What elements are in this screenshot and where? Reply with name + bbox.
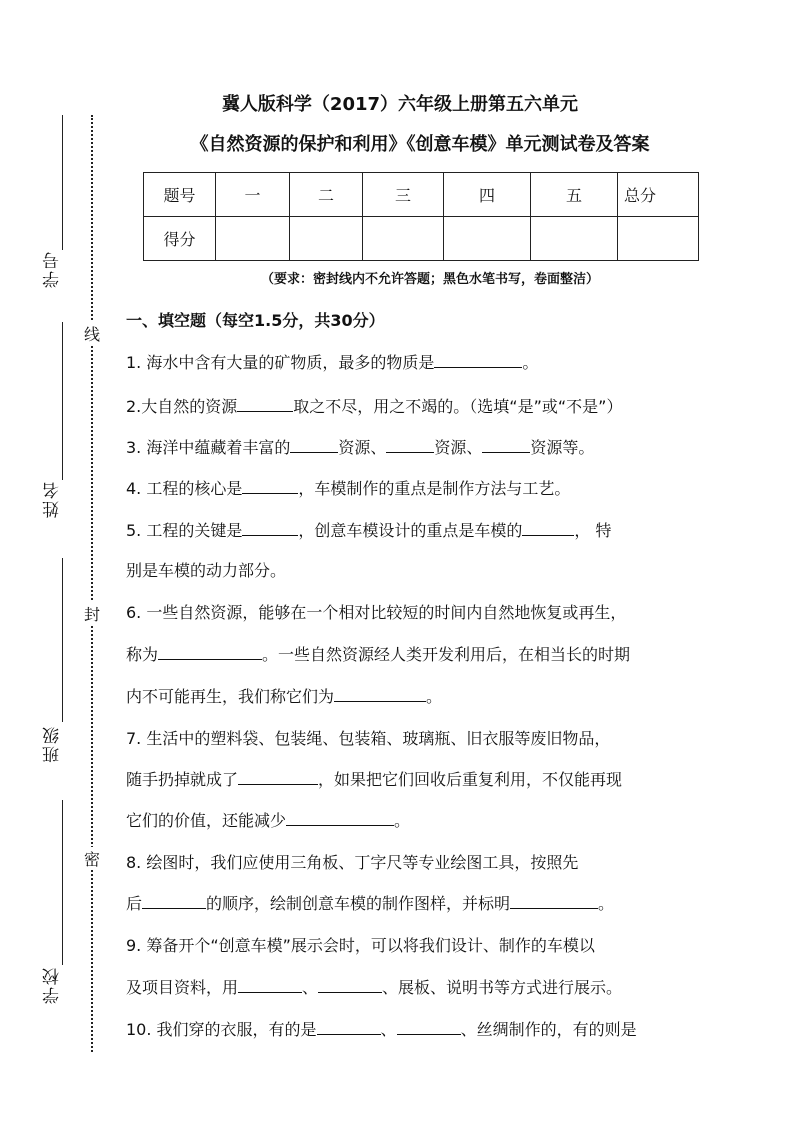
- student-id-label: 学号: [43, 250, 63, 288]
- answer-blank[interactable]: [334, 687, 426, 702]
- answer-blank[interactable]: [237, 397, 293, 412]
- question-6-line3: 内不可能再生，我们称它们为 。: [126, 687, 443, 706]
- answer-blank[interactable]: [238, 770, 318, 785]
- question-3: 3. 海洋中蕴藏着丰富的 资源、 资源、 资源等。: [126, 438, 595, 457]
- answer-blank[interactable]: [397, 1020, 461, 1035]
- answer-blank[interactable]: [510, 894, 598, 909]
- score-header-cell: 四: [444, 173, 531, 217]
- score-table-header-row: [144, 173, 699, 217]
- question-5: 5. 工程的关键是 ，创意车模设计的重点是车模的 ， 特: [126, 521, 612, 540]
- seal-char-seal: 封: [83, 602, 101, 625]
- answer-blank[interactable]: [318, 978, 382, 993]
- score-header-cell: 二: [290, 173, 363, 217]
- question-6-line2: 称为 。一些自然资源经人类开发利用后，在相当长的时期: [126, 645, 631, 664]
- score-cell[interactable]: [290, 217, 363, 261]
- exam-title-line1: 冀人版科学（2017）六年级上册第五六单元: [221, 94, 579, 115]
- score-cell[interactable]: [444, 217, 531, 261]
- binding-line-2: [62, 322, 63, 480]
- score-header-cell: 三: [363, 173, 444, 217]
- question-9: 9. 筹备开个“创意车模”展示会时，可以将我们设计、制作的车模以: [126, 936, 595, 955]
- score-cell[interactable]: [216, 217, 290, 261]
- question-7-line3: 它们的价值，还能减少 。: [126, 811, 411, 830]
- score-header-cell: 一: [216, 173, 290, 217]
- exam-title-line2: 《自然资源的保护和利用》《创意车模》单元测试卷及答案: [190, 134, 650, 155]
- question-7-line2: 随手扔掉就成了 ，如果把它们回收后重复利用，不仅能再现: [126, 770, 623, 789]
- score-cell[interactable]: [618, 217, 699, 261]
- answer-blank[interactable]: [242, 479, 298, 494]
- exam-instructions: （要求：密封线内不允许答题；黑色水笔书写，卷面整洁）: [260, 272, 599, 287]
- question-8-line2: 后 的顺序，绘制创意车模的制作图样，并标明 。: [126, 894, 615, 913]
- answer-blank[interactable]: [242, 521, 298, 536]
- score-cell[interactable]: [363, 217, 444, 261]
- answer-blank[interactable]: [158, 645, 262, 660]
- seal-char-secret: 密: [83, 847, 101, 870]
- question-8: 8. 绘图时，我们应使用三角板、丁字尺等专业绘图工具，按照先: [126, 853, 579, 872]
- class-label: 班级: [43, 725, 63, 763]
- binding-line-4: [62, 800, 63, 965]
- question-9-line2: 及项目资料，用 、 、展板、说明书等方式进行展示。: [126, 978, 623, 997]
- question-7: 7. 生活中的塑料袋、包装绳、包装箱、玻璃瓶、旧衣服等废旧物品，: [126, 729, 611, 748]
- question-4: 4. 工程的核心是 ，车模制作的重点是制作方法与工艺。: [126, 479, 571, 498]
- question-6: 6. 一些自然资源，能够在一个相对比较短的时间内自然地恢复或再生，: [126, 603, 627, 622]
- answer-blank[interactable]: [317, 1020, 381, 1035]
- binding-line-1: [62, 115, 63, 250]
- name-label: 姓名: [43, 480, 63, 518]
- answer-blank[interactable]: [434, 353, 522, 368]
- score-row-label: 得分: [144, 217, 216, 261]
- question-10: 10. 我们穿的衣服，有的是 、 、丝绸制作的，有的则是: [126, 1020, 637, 1039]
- score-cell[interactable]: [531, 217, 618, 261]
- seal-char-line: 线: [83, 322, 101, 345]
- answer-blank[interactable]: [386, 438, 434, 453]
- seal-dotted-line: [91, 115, 93, 1052]
- answer-blank[interactable]: [290, 438, 338, 453]
- score-table: [143, 172, 699, 261]
- binding-line-3: [62, 558, 63, 722]
- question-1: 1. 海水中含有大量的矿物质，最多的物质是 。: [126, 353, 539, 372]
- question-5-cont: 别是车模的动力部分。: [126, 561, 287, 580]
- answer-blank[interactable]: [238, 978, 302, 993]
- score-header-cell: 五: [531, 173, 618, 217]
- answer-blank[interactable]: [482, 438, 530, 453]
- answer-blank[interactable]: [142, 894, 206, 909]
- answer-blank[interactable]: [286, 811, 394, 826]
- score-header-cell: 总分: [618, 173, 699, 217]
- school-label: 学校: [43, 966, 63, 1004]
- section1-heading: 一、填空题（每空1.5分，共30分）: [126, 311, 385, 330]
- answer-blank[interactable]: [522, 521, 574, 536]
- score-table-score-row: [144, 217, 699, 261]
- question-2: 2.大自然的资源 取之不尽，用之不竭的。（选填“是”或“不是”）: [126, 397, 623, 416]
- score-header-cell: 题号: [144, 173, 216, 217]
